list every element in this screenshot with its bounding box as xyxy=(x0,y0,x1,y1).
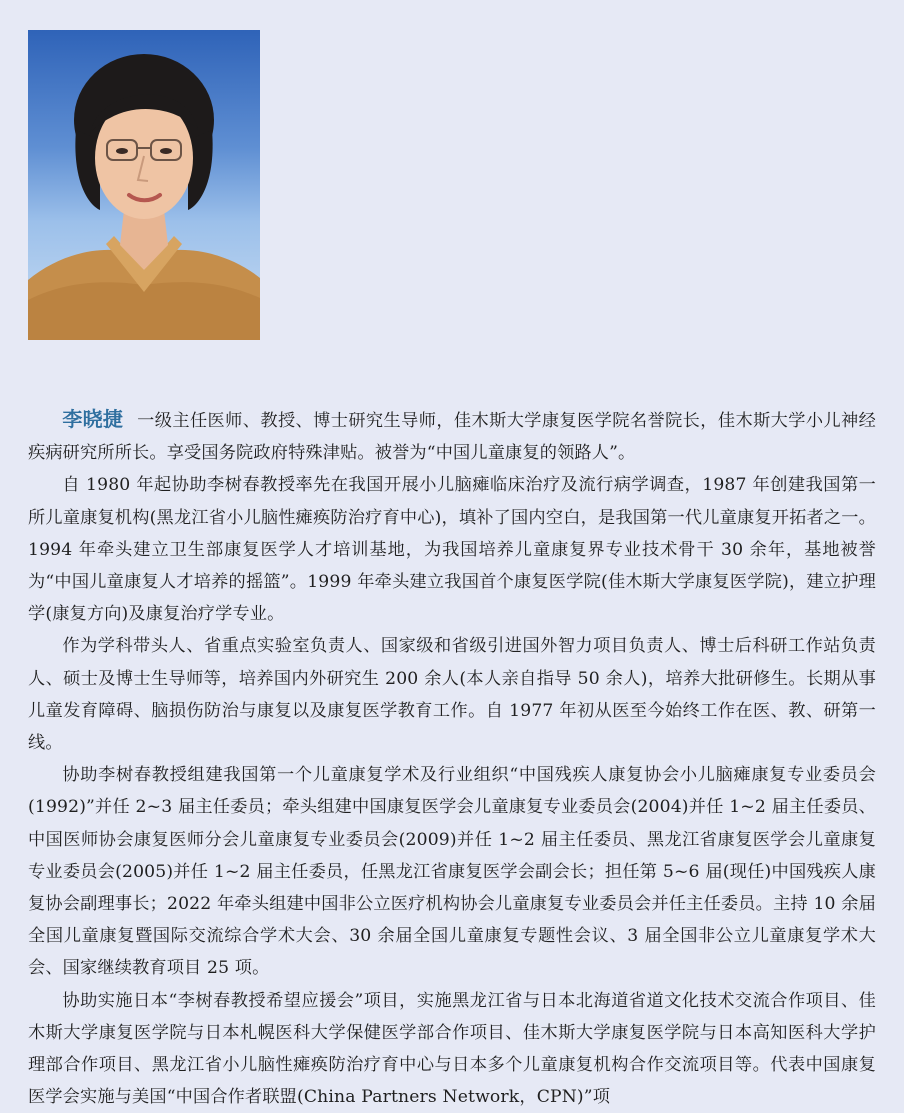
person-name: 李晓捷 xyxy=(62,407,124,431)
bio-paragraph: 协助实施日本“李树春教授希望应援会”项目，实施黑龙江省与日本北海道省道文化技术交流合作项目、佳木斯大学康复医学院与日本札幌医科大学保健医学部合作项目、佳木斯大学康复医学院与日本高知医科大学护理部合作项目、黑龙江省小儿脑性瘫痪防治疗育中心与日本多个儿童康复机构合作交流项目等。代表中国康复医学会实施与美国“中国合作者联盟(China Partners Network，CPN)”项 xyxy=(28,990,876,1108)
portrait-photo xyxy=(28,30,260,340)
bio-paragraph xyxy=(28,403,876,469)
bio-paragraph: 作为学科带头人、省重点实验室负责人、国家级和省级引进国外智力项目负责人、博士后科研工作站负责人、硕士及博士生导师等，培养国内外研究生 200 余人(本人亲自指导 50 余人)，培养大批研修生。长期从事儿童发育障碍、脑损伤防治与康复以及康复医学教育工作。自 1977 年初从医至今始终工作在医、教、研第一线。 xyxy=(28,636,876,754)
bio-paragraph: 自 1980 年起协助李树春教授率先在我国开展小儿脑瘫临床治疗及流行病学调查，1987 年创建我国第一所儿童康复机构(黑龙江省小儿脑性瘫痪防治疗育中心)，填补了国内空白，是我国第一代儿童康复开拓者之一。1994 年牵头建立卫生部康复医学人才培训基地，为我国培养儿童康复界专业技术骨干 30 余年，基地被誉为“中国儿童康复人才培养的摇篮”。1999 年牵头建立我国首个康复医学院(佳木斯大学康复医学院)，建立护理学(康复方向)及康复治疗学专业。 xyxy=(28,475,876,625)
bio-intro-text: 一级主任医师、教授、博士研究生导师，佳木斯大学康复医学院名誉院长，佳木斯大学小儿神经疾病研究所所长。享受国务院政府特殊津贴。被誉为“中国儿童康复的领路人”。 xyxy=(28,411,876,464)
biography xyxy=(28,403,876,1113)
bio-paragraph: 协助李树春教授组建我国第一个儿童康复学术及行业组织“中国残疾人康复协会小儿脑瘫康复专业委员会(1992)”并任 2~3 届主任委员；牵头组建中国康复医学会儿童康复专业委员会(2004)并任 1~2 届主任委员、中国医师协会康复医师分会儿童康复专业委员会(2009)并任 1~2 届主任委员、黑龙江省康复医学会儿童康复专业委员会(2005)并任 1~2 届主任委员，任黑龙江省康复医学会副会长；担任第 5~6 届(现任)中国残疾人康复协会副理事长；2022 年牵头组建中国非公立医疗机构协会儿童康复专业委员会并任主任委员。主持 10 余届全国儿童康复暨国际交流综合学术大会、30 余届全国儿童康复专题性会议、3 届全国非公立儿童康复学术大会、国家继续教育项目 25 项。 xyxy=(28,765,876,979)
